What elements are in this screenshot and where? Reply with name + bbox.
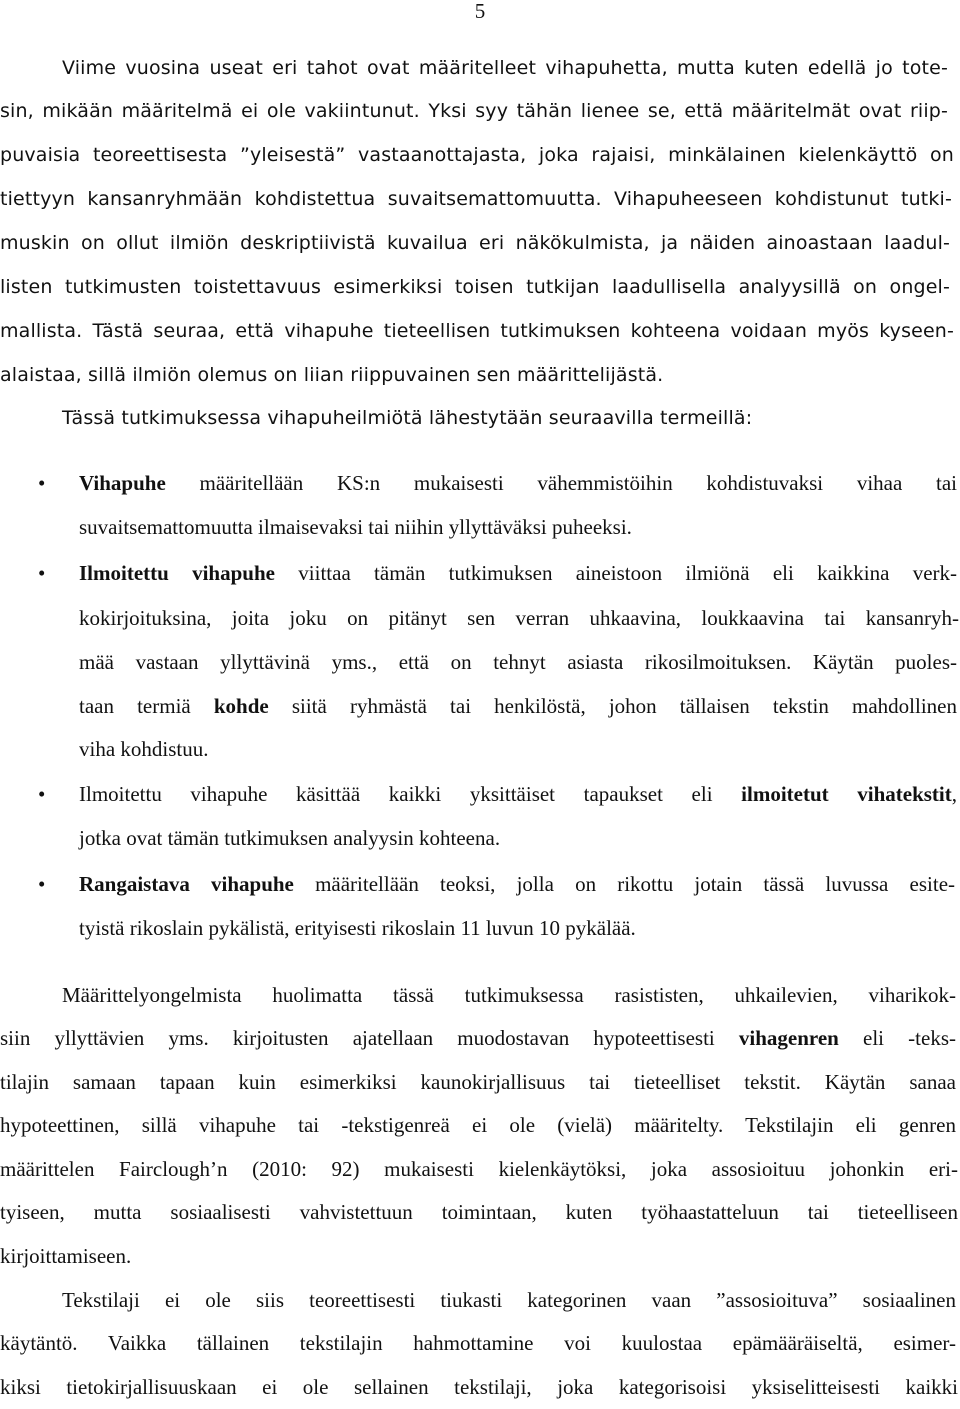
paragraph-3-text: siin yllyttävien yms. kirjoitusten ajatellaan muodostavan hypoteettisesti: [0, 1026, 715, 1050]
term-vihagenren: vihagenren: [738, 1026, 839, 1050]
bullet-icon: •: [38, 471, 46, 495]
term-name: Ilmoitettu vihapuhe: [79, 561, 275, 585]
term-text: Ilmoitettu vihapuhe käsittää kaikki yksittäiset tapaukset eli: [79, 782, 713, 806]
paragraph-3-line-6: tyiseen, mutta sosiaalisesti vahvistettuun toimintaan, kuten työhaastatteluun tai tieteelliseen: [0, 1200, 958, 1224]
term-item-line-5: viha kohdistuu.: [79, 737, 209, 761]
paragraph-3-line-2: [0, 1016, 956, 1060]
paragraph-1-line-1: Viime vuosina useat eri tahot ovat määritelleet vihapuhetta, mutta kuten edellä jo tote-: [62, 57, 948, 79]
paragraph-2: Tässä tutkimuksessa vihapuheilmiötä lähestytään seuraavilla termeillä:: [62, 407, 753, 429]
term-text: taan termiä: [79, 694, 191, 718]
paragraph-3-line-3: tilajin samaan tapaan kuin esimerkiksi kaunokirjallisuus tai tieteelliset tekstit. Käytän sanaa: [0, 1070, 956, 1094]
bullet-icon: •: [38, 561, 46, 585]
term-item-line-1: [79, 551, 957, 595]
term-item-line-1: [79, 772, 957, 816]
term-item-line-1: [79, 461, 957, 505]
term-item-line-2: jotka ovat tämän tutkimuksen analyysin kohteena.: [79, 826, 501, 850]
paragraph-1-line-5: muskin on ollut ilmiön deskriptiivistä kuvailua eri näkökulmista, ja näiden ainoastaan laadul-: [0, 232, 950, 254]
term-text: viittaa tämän tutkimuksen aineistoon ilmiönä eli kaikkina verk-: [298, 561, 958, 585]
term-item-line-2: tyistä rikoslain pykälistä, erityisesti rikoslain 11 luvun 10 pykälää.: [79, 916, 636, 940]
paragraph-4-line-2: käytäntö. Vaikka tällainen tekstilajin hahmottamine voi kuulostaa epämääräiseltä, esimer-: [0, 1331, 956, 1355]
term-text: määritellään teoksi, jolla on rikottu jotain tässä luvussa esite-: [315, 872, 956, 896]
term-punctuation: ,: [951, 782, 957, 806]
paragraph-1-line-4: tiettyyn kansanryhmään kohdistettua suvaitsemattomuutta. Vihapuheeseen kohdistunut tutki-: [0, 188, 952, 210]
paragraph-4-line-3: kiksi tietokirjallisuuskaan ei ole sellainen tekstilaji, joka kategorisoisi yksiselitteisesti kaikki: [0, 1375, 958, 1399]
paragraph-3-line-1: Määrittelyongelmista huolimatta tässä tutkimuksessa rasististen, uhkailevien, viharikok-: [62, 983, 956, 1007]
term-name: Vihapuhe: [79, 471, 166, 495]
term-name: ilmoitetut vihatekstit: [741, 782, 952, 806]
term-text: määritellään KS:n mukaisesti vähemmistöihin kohdistuvaksi vihaa tai: [199, 471, 957, 495]
term-item-line-1: [79, 862, 955, 906]
page-number: 5: [474, 0, 486, 23]
term-item-line-4: [79, 684, 957, 728]
bullet-icon: •: [38, 782, 46, 806]
paragraph-1-line-8: alaistaa, sillä ilmiön olemus on liian riippuvainen sen määrittelijästä.: [0, 364, 664, 386]
term-item-line-2: suvaitsemattomuutta ilmaisevaksi tai niihin yllyttäväksi puheeksi.: [79, 515, 632, 539]
paragraph-3-line-7: kirjoittamiseen.: [0, 1244, 132, 1268]
paragraph-3-line-4: hypoteettinen, sillä vihapuhe tai -tekstigenreä ei ole (vielä) määritelty. Tekstilajin eli genren: [0, 1113, 956, 1137]
term-item-line-2: kokirjoituksina, joita joku on pitänyt sen verran uhkaavina, loukkaavina tai kansanryh-: [79, 606, 959, 630]
term-name: Rangaistava vihapuhe: [79, 872, 294, 896]
paragraph-1-line-3: puvaisia teoreettisesta ”yleisestä” vastaanottajasta, joka rajaisi, minkälainen kielenkäyttö on: [0, 144, 954, 166]
bullet-icon: •: [38, 872, 46, 896]
paragraph-1-line-2: sin, mikään määritelmä ei ole vakiintunut. Yksi syy tähän lienee se, että määritelmät ovat riip-: [0, 100, 948, 122]
term-kohde: kohde: [213, 694, 269, 718]
paragraph-3-line-5: määrittelen Fairclough’n (2010: 92) mukaisesti kielenkäytöksi, joka assosioituu johonkin eri-: [0, 1157, 958, 1181]
term-item-line-3: mää vastaan yllyttävinä yms., että on tehnyt asiasta rikosilmoituksen. Käytän puoles-: [79, 650, 957, 674]
paragraph-3-text: eli -teks-: [863, 1026, 956, 1050]
paragraph-1-line-6: listen tutkimusten toistettavuus esimerkiksi toisen tutkijan laadullisella analyysillä on ongel-: [0, 276, 950, 298]
term-text: siitä ryhmästä tai henkilöstä, johon tällaisen tekstin mahdollinen: [291, 694, 957, 718]
paragraph-4-line-1: Tekstilaji ei ole siis teoreettisesti tiukasti kategorinen vaan ”assosioituva” sosiaalinen: [62, 1288, 956, 1312]
paragraph-1-line-7: mallista. Tästä seuraa, että vihapuhe tieteellisen tutkimuksen kohteena voidaan myös kyseen-: [0, 320, 954, 342]
